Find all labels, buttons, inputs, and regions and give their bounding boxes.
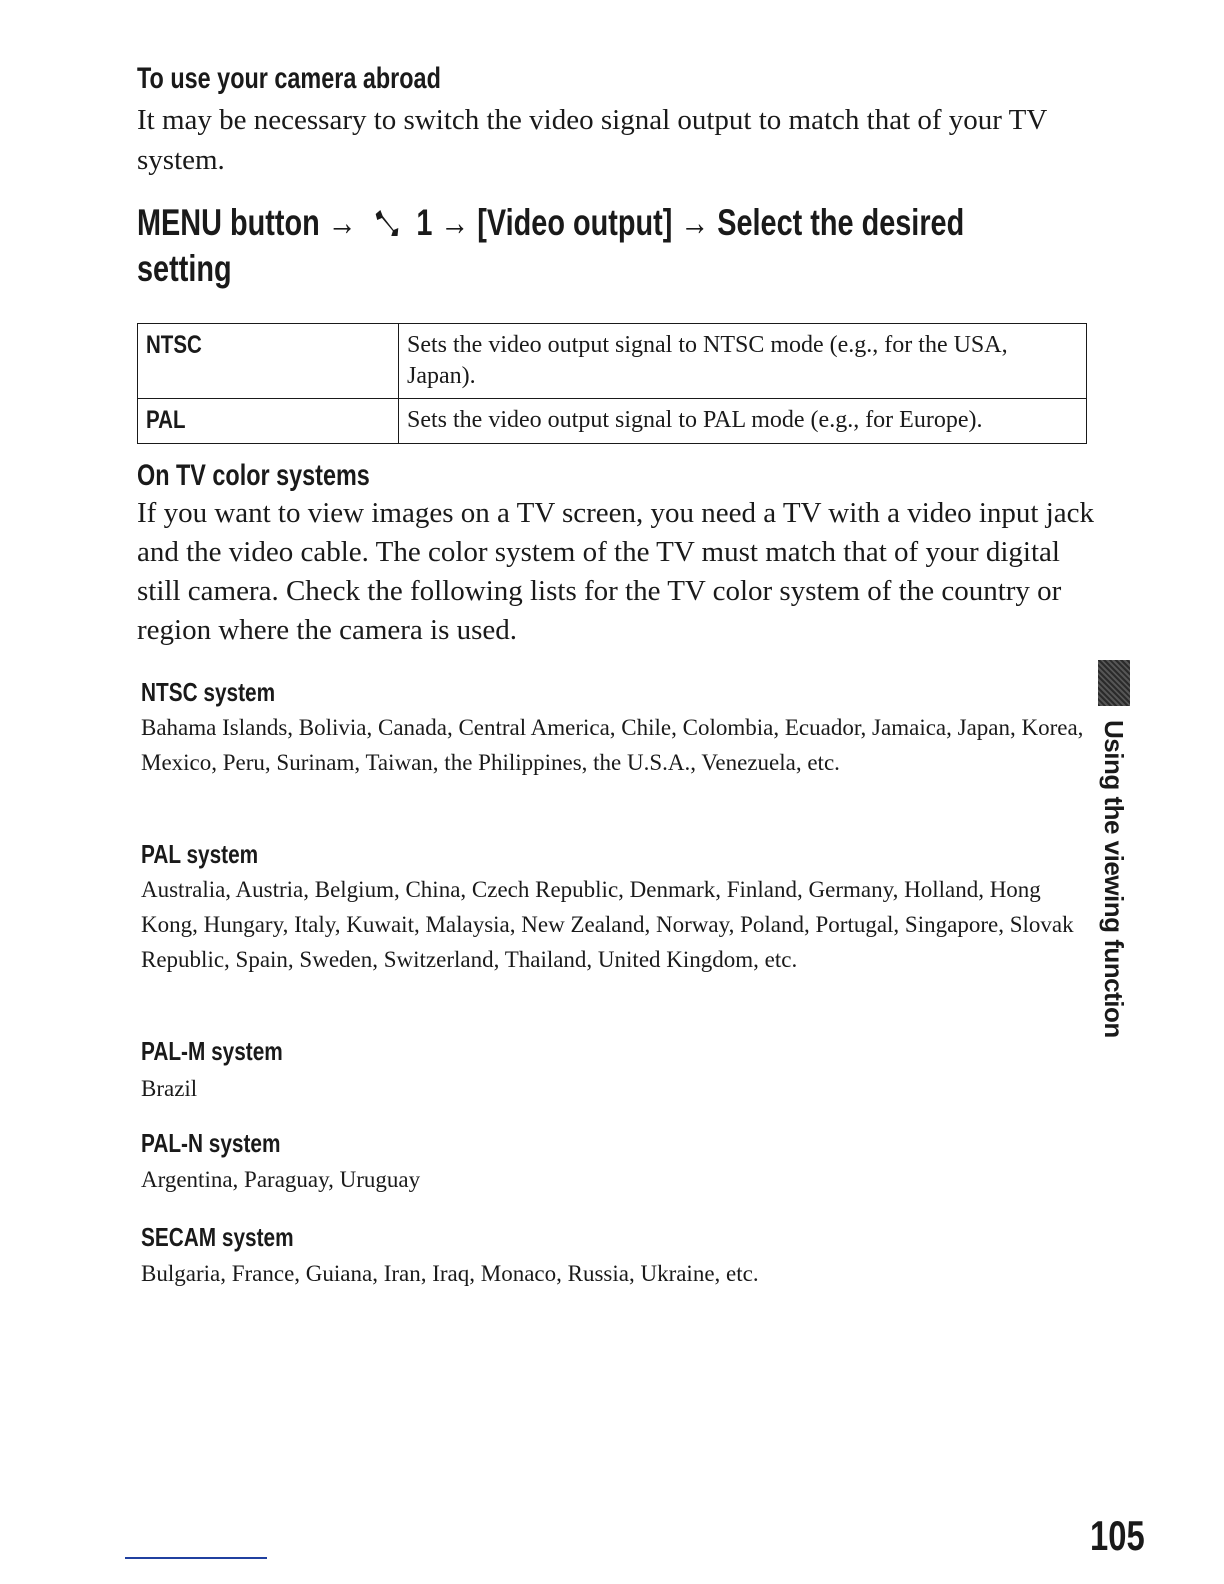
setting-key-cell bbox=[138, 324, 399, 399]
table-row bbox=[138, 399, 1087, 444]
system-heading: NTSC system bbox=[141, 677, 276, 707]
video-output-settings-table bbox=[137, 323, 1087, 444]
setting-key: NTSC bbox=[146, 331, 202, 359]
setting-key-cell bbox=[138, 399, 399, 444]
system-countries: Brazil bbox=[141, 1076, 198, 1101]
tv-systems-paragraph: If you want to view images on a TV screen, you need a TV with a video input jack and the video cable. The color system of the TV must match that of your digital still camera. Check the following lists for the TV color system of the country or region where the camera is used. bbox=[137, 497, 1095, 646]
section-heading-abroad: To use your camera abroad bbox=[137, 62, 441, 95]
setup-tab-number: 1 bbox=[416, 202, 433, 243]
video-output-item: [Video output] bbox=[477, 202, 673, 243]
system-heading: PAL system bbox=[141, 839, 259, 869]
select-setting-label: Select the desired bbox=[717, 202, 965, 243]
abroad-paragraph: It may be necessary to switch the video signal output to match that of your TV system. bbox=[137, 104, 1047, 176]
arrow-icon: → bbox=[327, 202, 357, 243]
menu-path-heading-line2: setting bbox=[137, 248, 232, 289]
arrow-icon: → bbox=[440, 202, 470, 243]
arrow-icon: → bbox=[680, 202, 710, 243]
system-heading: SECAM system bbox=[141, 1222, 294, 1252]
system-countries: Australia, Austria, Belgium, China, Czech Republic, Denmark, Finland, Germany, Holland, Hong Kong, Hungary, Italy, Kuwait, Malaysia, New Zealand, Norway, Poland, Portugal, Singapore, Slovak Republic, Spain, Sweden, Switzerland, Thailand, United Kingdom, etc. bbox=[141, 877, 1074, 972]
chapter-side-label: Using the viewing function bbox=[1099, 720, 1129, 1038]
system-countries: Bahama Islands, Bolivia, Canada, Central America, Chile, Colombia, Ecuador, Jamaica, Japan, Korea, Mexico, Peru, Surinam, Taiwan, the Philippines, the U.S.A., Venezuela, etc. bbox=[141, 715, 1084, 775]
footer-rule bbox=[125, 1557, 267, 1559]
system-countries: Bulgaria, France, Guiana, Iran, Iraq, Monaco, Russia, Ukraine, etc. bbox=[141, 1261, 759, 1286]
system-heading: PAL-N system bbox=[141, 1128, 281, 1158]
wrench-icon bbox=[372, 208, 400, 238]
menu-button-label: MENU button bbox=[137, 202, 320, 243]
system-countries: Argentina, Paraguay, Uruguay bbox=[141, 1167, 421, 1192]
menu-path-heading bbox=[137, 200, 964, 246]
setting-key: PAL bbox=[146, 406, 186, 434]
section-heading-tv-systems: On TV color systems bbox=[137, 459, 370, 492]
setting-description: Sets the video output signal to NTSC mode (e.g., for the USA, Japan). bbox=[399, 324, 1087, 399]
table-row bbox=[138, 324, 1087, 399]
setting-description: Sets the video output signal to PAL mode (e.g., for Europe). bbox=[399, 399, 1087, 444]
page-number: 105 bbox=[1090, 1512, 1145, 1559]
system-heading: PAL-M system bbox=[141, 1036, 283, 1066]
chapter-tab-marker bbox=[1098, 660, 1130, 706]
